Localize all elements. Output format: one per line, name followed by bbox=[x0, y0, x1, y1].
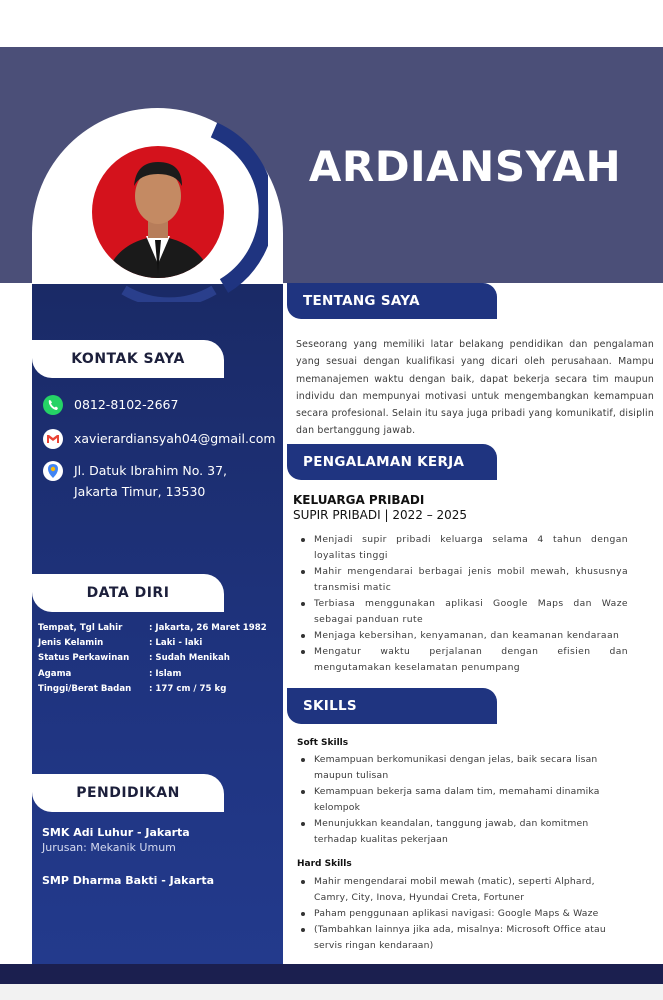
education-item: SMK Adi Luhur - Jakarta Jurusan: Mekanik Umum bbox=[42, 826, 190, 854]
personal-row: Agama : Islam bbox=[38, 668, 182, 679]
list-item: Terbiasa menggunakan aplikasi Google Maps dan Waze sebagai panduan rute bbox=[298, 596, 628, 628]
gmail-icon bbox=[42, 428, 64, 450]
list-item: (Tambahkan lainnya jika ada, misalnya: Microsoft Office atau servis ringan kendaraan) bbox=[298, 922, 628, 954]
soft-skills-title: Soft Skills bbox=[297, 738, 349, 748]
experience-section-title: PENGALAMAN KERJA bbox=[287, 444, 497, 480]
contact-email[interactable]: xavierardiansyah04@gmail.com bbox=[42, 428, 276, 450]
list-item: Mahir mengendarai mobil mewah (matic), seperti Alphard, Camry, City, Inova, Hyundai Creta, Fortuner bbox=[298, 874, 628, 906]
personal-row: Status Perkawinan : Sudah Menikah bbox=[38, 653, 230, 664]
about-text: Seseorang yang memiliki latar belakang pendidikan dan pengalaman yang sesuai dengan kualifikasi yang dicari oleh perusahaan. Mampu memanajemen waktu dengan baik, dapat bekerja secara tim maupun individu dan mempunyai motivasi untuk mengembangkan kemampuan secara profesional. Selain itu saya juga pribadi yang komunikatif, disiplin dan bertanggung jawab. bbox=[296, 339, 654, 437]
contact-address bbox=[42, 460, 227, 502]
list-item: Mengatur waktu perjalanan dengan efisien dan mengutamakan keselamatan penumpang bbox=[298, 644, 628, 676]
footer-bar bbox=[0, 964, 663, 984]
about-section-title: TENTANG SAYA bbox=[287, 283, 497, 319]
whatsapp-icon bbox=[42, 394, 64, 416]
contact-section-title: KONTAK SAYA bbox=[32, 340, 224, 378]
list-item: Menjadi supir pribadi keluarga selama 4 tahun dengan loyalitas tinggi bbox=[298, 532, 628, 564]
list-item: Mahir mengendarai berbagai jenis mobil mewah, khususnya transmisi matic bbox=[298, 564, 628, 596]
job-role: SUPIR PRIBADI | 2022 – 2025 bbox=[293, 508, 468, 522]
soft-skills-list bbox=[298, 752, 628, 848]
map-pin-icon bbox=[42, 460, 64, 482]
list-item: Menunjukkan keandalan, tanggung jawab, dan komitmen terhadap kualitas pekerjaan bbox=[298, 816, 628, 848]
education-item: SMP Dharma Bakti - Jakarta bbox=[42, 874, 215, 887]
list-item: Kemampuan berkomunikasi dengan jelas, baik secara lisan maupun tulisan bbox=[298, 752, 628, 784]
job-company: KELUARGA PRIBADI bbox=[293, 493, 425, 507]
address-line2: Jakarta Timur, 13530 bbox=[74, 484, 206, 499]
education-section-title: PENDIDIKAN bbox=[32, 774, 224, 812]
hard-skills-title: Hard Skills bbox=[297, 859, 352, 869]
top-margin bbox=[0, 0, 663, 47]
photo-ring-arc-bottom bbox=[124, 290, 214, 302]
bottom-margin bbox=[0, 984, 663, 1000]
job-duties-list bbox=[298, 532, 628, 676]
list-item: Menjaga kebersihan, kenyamanan, dan keamanan kendaraan bbox=[298, 628, 628, 644]
contact-phone[interactable]: 0812-8102-2667 bbox=[42, 394, 178, 416]
candidate-name: ARDIANSYAH bbox=[308, 142, 622, 191]
data-section-title: DATA DIRI bbox=[32, 574, 224, 612]
list-item: Kemampuan bekerja sama dalam tim, memahami dinamika kelompok bbox=[298, 784, 628, 816]
list-item: Paham penggunaan aplikasi navigasi: Google Maps & Waze bbox=[298, 906, 628, 922]
personal-row: Jenis Kelamin : Laki - laki bbox=[38, 637, 203, 648]
personal-row: Tinggi/Berat Badan : 177 cm / 75 kg bbox=[38, 683, 227, 694]
skills-section-title: SKILLS bbox=[287, 688, 497, 724]
personal-data-table bbox=[38, 620, 278, 696]
profile-photo bbox=[64, 114, 268, 302]
hard-skills-list bbox=[298, 874, 628, 954]
address-line1: Jl. Datuk Ibrahim No. 37, bbox=[74, 463, 227, 478]
personal-row: Tempat, Tgl Lahir : Jakarta, 26 Maret 1982 bbox=[38, 622, 267, 633]
